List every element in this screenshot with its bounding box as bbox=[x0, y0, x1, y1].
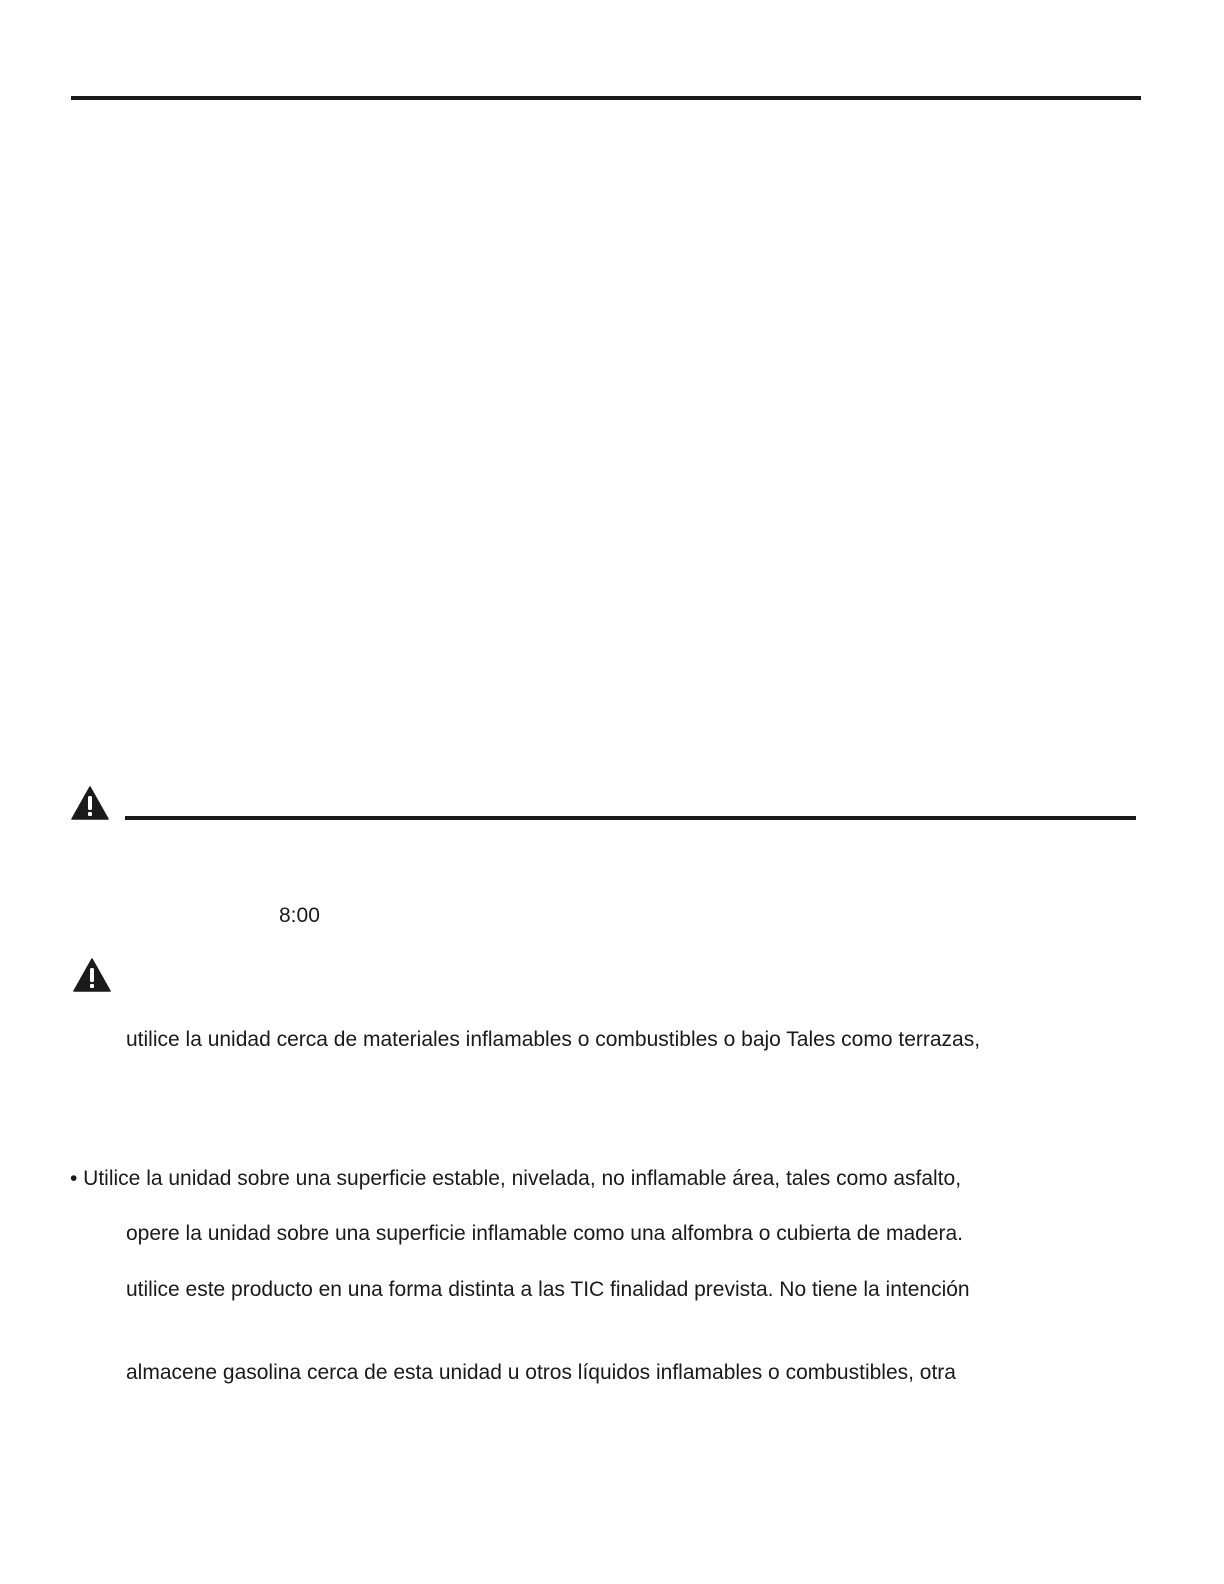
warning-triangle-icon bbox=[73, 958, 111, 992]
warning-triangle-icon bbox=[71, 786, 109, 820]
time-label: 8:00 bbox=[279, 904, 320, 927]
body-text-line: utilice este producto en una forma distinta a las TIC finalidad prevista. No tiene la intención bbox=[126, 1278, 970, 1301]
body-text-line: opere la unidad sobre una superficie inflamable como una alfombra o cubierta de madera. bbox=[126, 1222, 964, 1245]
body-text-line: utilice la unidad cerca de materiales inflamables o combustibles o bajo Tales como terrazas, bbox=[126, 1028, 981, 1051]
body-text-line: almacene gasolina cerca de esta unidad u otros líquidos inflamables o combustibles, otra bbox=[126, 1361, 956, 1384]
bullet-text-line: • Utilice la unidad sobre una superficie estable, nivelada, no inflamable área, tales como asfalto, bbox=[70, 1167, 962, 1190]
warning-section-rule bbox=[125, 816, 1136, 820]
top-horizontal-rule bbox=[71, 96, 1141, 100]
